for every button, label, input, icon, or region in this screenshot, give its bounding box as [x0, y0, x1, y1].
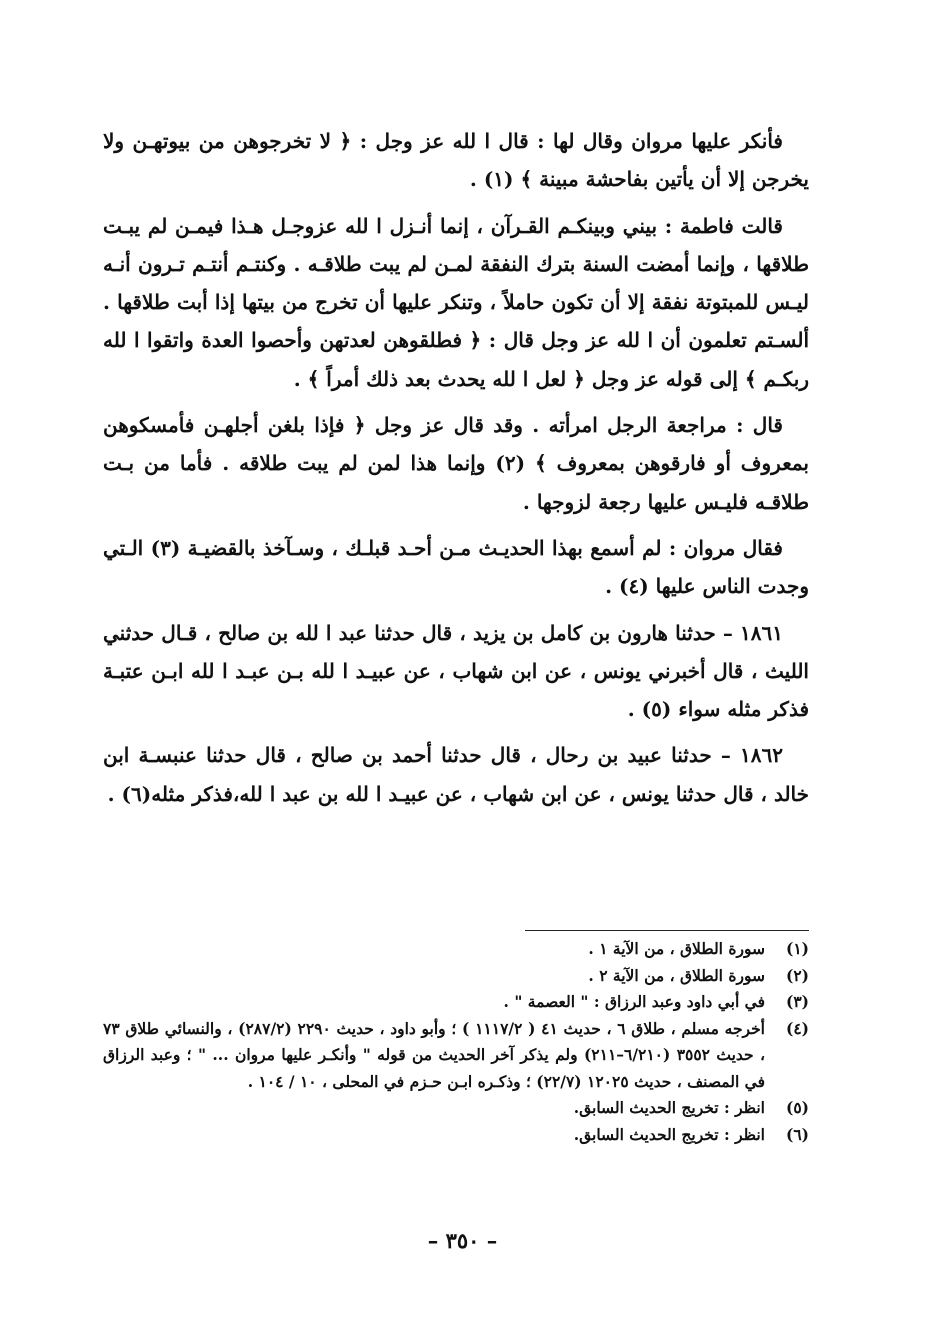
paragraph-fatima-reply: قالت فاطمة : بيني وبينكـم القـرآن ، إنما أنـزل ا لله عزوجـل هـذا فيمـن لم يبـت طلاقها ، وإنما أمضت السنة بترك النفقة لمـن لم يبت طلاقـه . وكنتـم أنتـم تـرون أنـه ليـس للمبتوتة نفقة إلا أن تكون حاملاً ، وتنكر عليها أن تخرج من بيتها إذا أبت طلاقها . ألسـتم تعلمون أن ا لله عز وجل قال : ﴿ فطلقوهن لعدتهن وأحصوا العدة واتقوا ا لله ربكـم ﴾ إلى قوله عز وجل ﴿ لعل ا لله يحدث بعد ذلك أمراً ﴾ . — [103, 213, 809, 391]
footnote-number: (٤) — [785, 1018, 809, 1038]
footnote-item — [103, 963, 809, 990]
footnote-number: (٥) — [785, 1098, 809, 1117]
footnote-text: أخرجه مسلم ، طلاق ٦ ، حديث ٤١ ( ١١١٧/٢ ) ؛ وأبو داود ، حديث ٢٢٩٠ (٢٨٧/٢) ، والنسائي طلاق ٧٣ ، حديث ٣٥٥٢ (٦/٢١٠–٢١١) ولم يذكر آخر الحديث من قوله " وأنكـر عليها مروان ... " ؛ وعبد الرزاق في المصنف ، حديث ١٢٠٢٥ (٢٢/٧) ؛ وذكـره ابـن حـزم في المحلى ، ١٠ / ١٠٤ . — [103, 1018, 765, 1091]
paragraph-marwan-response: فقال مروان : لم أسمع بهذا الحديـث مـن أحـد قبلـك ، وسـآخذ بالقضيـة (٣) الـتي وجدت الناس عليها (٤) . — [103, 535, 809, 599]
page-number: – ٣٥٠ – — [427, 1228, 498, 1253]
paragraph-hadith-1861: ١٨٦١ – حدثنا هارون بن كامل بن يزيد ، قال حدثنا عبد ا لله بن صالح ، قـال حدثني الليث ، قال أخبرني يونس ، عن ابن شهاب ، عن عبيـد ا لله بـن عبـد ا لله ابـن عتبـة فذكر مثله سواء (٥) . — [103, 620, 809, 722]
footnote-number: (٦) — [785, 1124, 809, 1144]
paragraph-marwan-objection: فأنكر عليها مروان وقال لها : قال ا لله عز وجل : ﴿ لا تخرجوهن من بيوتهـن ولا يخرجن إلا أن يأتين بفاحشة مبينة ﴾ (١) . — [103, 129, 809, 192]
main-text-body — [103, 122, 809, 821]
footnote-item — [103, 1122, 809, 1149]
footnote-item — [103, 1095, 809, 1122]
footnote-text: في أبي داود وعبد الرزاق : " العصمة " . — [503, 992, 765, 1011]
footnote-divider — [525, 930, 809, 931]
paragraph-hadith-1862: ١٨٦٢ – حدثنا عبيد بن رحال ، قال حدثنا أحمد بن صالح ، قال حدثنا عنبسـة ابن خالد ، قال حدثنا يونس ، عن ابن شهاب ، عن عبيـد ا لله بن عبد ا لله،فذكر مثله(٦) . — [103, 743, 809, 806]
footnote-text: سورة الطلاق ، من الآية ١ . — [588, 939, 765, 958]
footnote-number: (٣) — [785, 992, 809, 1011]
footnote-number: (٢) — [785, 965, 809, 985]
footnote-number: (١) — [785, 939, 809, 958]
footnotes-section — [103, 936, 809, 1148]
paragraph-husband-return: قال : مراجعة الرجل امرأته . وقد قال عز وجل ﴿ فإذا بلغن أجلهـن فأمسكوهن بمعروف أو فارقوهن بمعروف ﴾ (٢) وإنما هذا لمن لم يبت طلاقه . فأما من بـت طلاقـه فليـس عليها رجعة لزوجها . — [103, 413, 809, 514]
footnote-text: انظر : تخريج الحديث السابق. — [573, 1124, 765, 1144]
footnote-item — [103, 936, 809, 963]
footnote-item — [103, 1016, 809, 1096]
footnote-text: انظر : تخريج الحديث السابق. — [573, 1098, 765, 1117]
footnote-text: سورة الطلاق ، من الآية ٢ . — [588, 965, 765, 985]
footnote-item — [103, 989, 809, 1016]
